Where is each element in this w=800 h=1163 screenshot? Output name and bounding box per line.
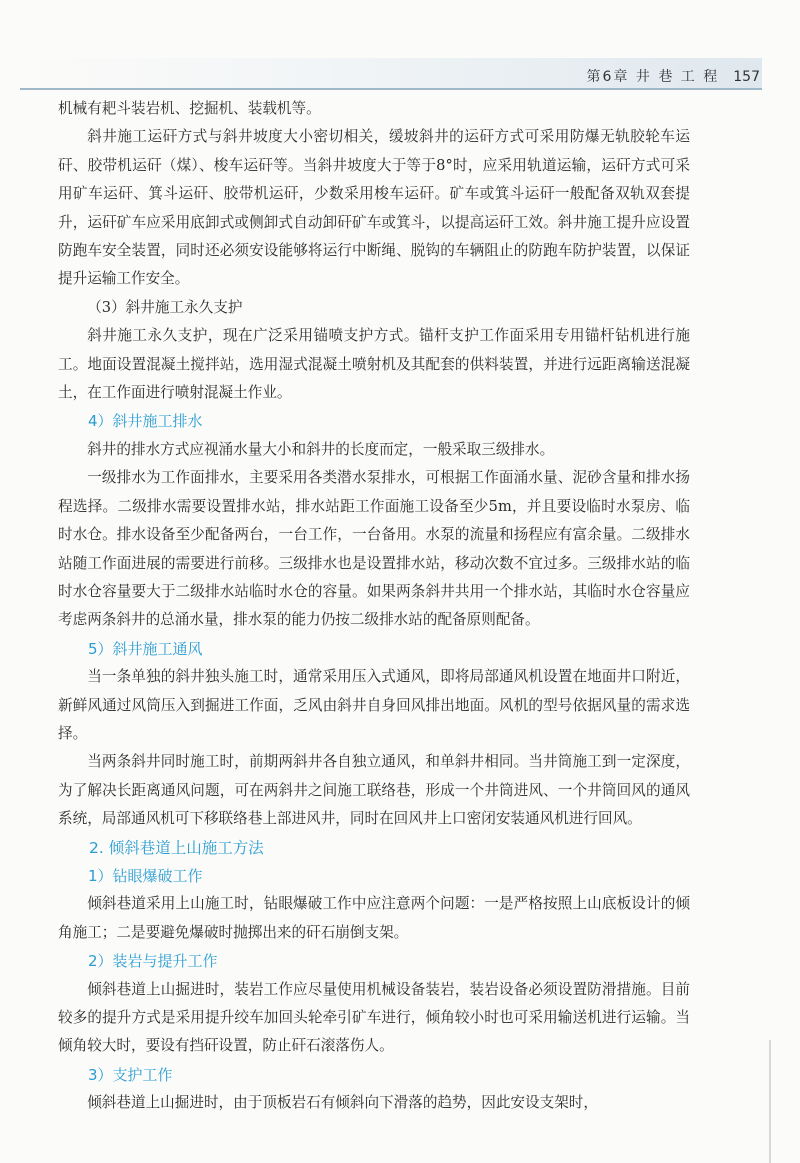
- major-heading: 2. 倾斜巷道上山施工方法: [89, 838, 264, 857]
- paragraph: 斜井的排水方式应视涌水量大小和斜井的长度而定，一般采取三级排水。: [87, 440, 555, 458]
- subsection-heading: （3）斜井施工永久支护: [87, 298, 243, 316]
- chapter-title: 第6章 井 巷 工 程: [586, 69, 720, 85]
- paragraph: 斜井施工运矸方式与斜井坡度大小密切相关，缓坡斜井的运矸方式可采用防爆无轨胶轮车运矸、胶带机运矸（煤）、梭车运矸等。当斜井坡度大于等于8°时，应采用轨道运输，运矸方式可采用矿车运矸、箕斗运矸、胶带机运矸，少数采用梭车运矸。矿车或箕斗运矸一般配备双轨双套提升，运矸矿车应采用底卸式或侧卸式自动卸矸矿车或箕斗，以提高运矸工效。斜井施工提升应设置防跑车安全装置，同时还必须安设能够将运行中断绳、脱钩的车辆阻止的防跑车防护装置，以保证提升运输工作安全。: [58, 128, 690, 288]
- paragraph: 当一条单独的斜井独头施工时，通常采用压入式通风，即将局部通风机设置在地面井口附近，新鲜风通过风筒压入到掘进工作面，乏风由斜井自身回风排出地面。风机的型号依据风量的需求选择。: [58, 668, 690, 742]
- paragraph: 倾斜巷道上山掘进时，由于顶板岩石有倾斜向下滑落的趋势，因此安设支架时，: [87, 1094, 598, 1112]
- paragraph: 倾斜巷道上山掘进时，装岩工作应尽量使用机械设备装岩，装岩设备必须设置防滑措施。目前较多的提升方式是采用提升绞车加回头轮牵引矿车进行，倾角较小时也可采用输送机进行运输。当倾角较大时，要设有挡矸设置，防止矸石滚落伤人。: [58, 980, 690, 1055]
- section-heading: 2）装岩与提升工作: [88, 952, 218, 971]
- paragraph: 当两条斜井同时施工时，前期两斜井各自独立通风，和单斜井相同。当井筒施工到一定深度，为了解决长距离通风问题，可在两斜井之间施工联络巷，形成一个井筒进风、一个井筒回风的通风系统，局部通风机可下移联络巷上部进风井，同时在回风井上口密闭安装通风机进行回风。: [58, 753, 690, 828]
- paragraph: 斜井施工永久支护，现在广泛采用锚喷支护方式。锚杆支护工作面采用专用锚杆钻机进行施工。地面设置混凝土搅拌站，选用湿式混凝土喷射机及其配套的供料装置，并进行远距离输送混凝土，在工作面进行喷射混凝土作业。: [58, 327, 690, 402]
- section-heading: 3）支护工作: [88, 1065, 173, 1084]
- paragraph: 机械有耙斗装岩机、挖掘机、装载机等。: [58, 100, 321, 117]
- paragraph: 一级排水为工作面排水，主要采用各类潜水泵排水，可根据工作面涌水量、泥砂含量和排水扬程选择。二级排水需要设置排水站，排水站距工作面施工设备至少5m，并且要设临时水泵房、临时水仓。排水设备至少配备两台，一台工作，一台备用。水泵的流量和扬程应有富余量。二级排水站随工作面进展的需要进行前移。三级排水也是设置排水站，移动次数不宜过多。三级排水站的临时水仓容量要大于二级排水站临时水仓的容量。如果两条斜井共用一个排水站，其临时水仓容量应考虑两条斜井的总涌水量，排水泵的能力仍按二级排水站的配备原则配备。: [58, 469, 690, 629]
- section-heading: 4）斜井施工排水: [88, 412, 203, 431]
- page-edge-line: [769, 1040, 771, 1163]
- section-heading: 1）钻眼爆破工作: [88, 866, 203, 885]
- page-body: [58, 95, 690, 1118]
- running-head: [587, 66, 760, 86]
- paragraph: 倾斜巷道采用上山施工时，钻眼爆破工作中应注意两个问题：一是严格按照上山底板设计的倾角施工；二是要避免爆破时抛掷出来的矸石崩倒支架。: [58, 895, 690, 941]
- section-heading: 5）斜井施工通风: [88, 639, 203, 658]
- page-number: 157: [733, 69, 760, 85]
